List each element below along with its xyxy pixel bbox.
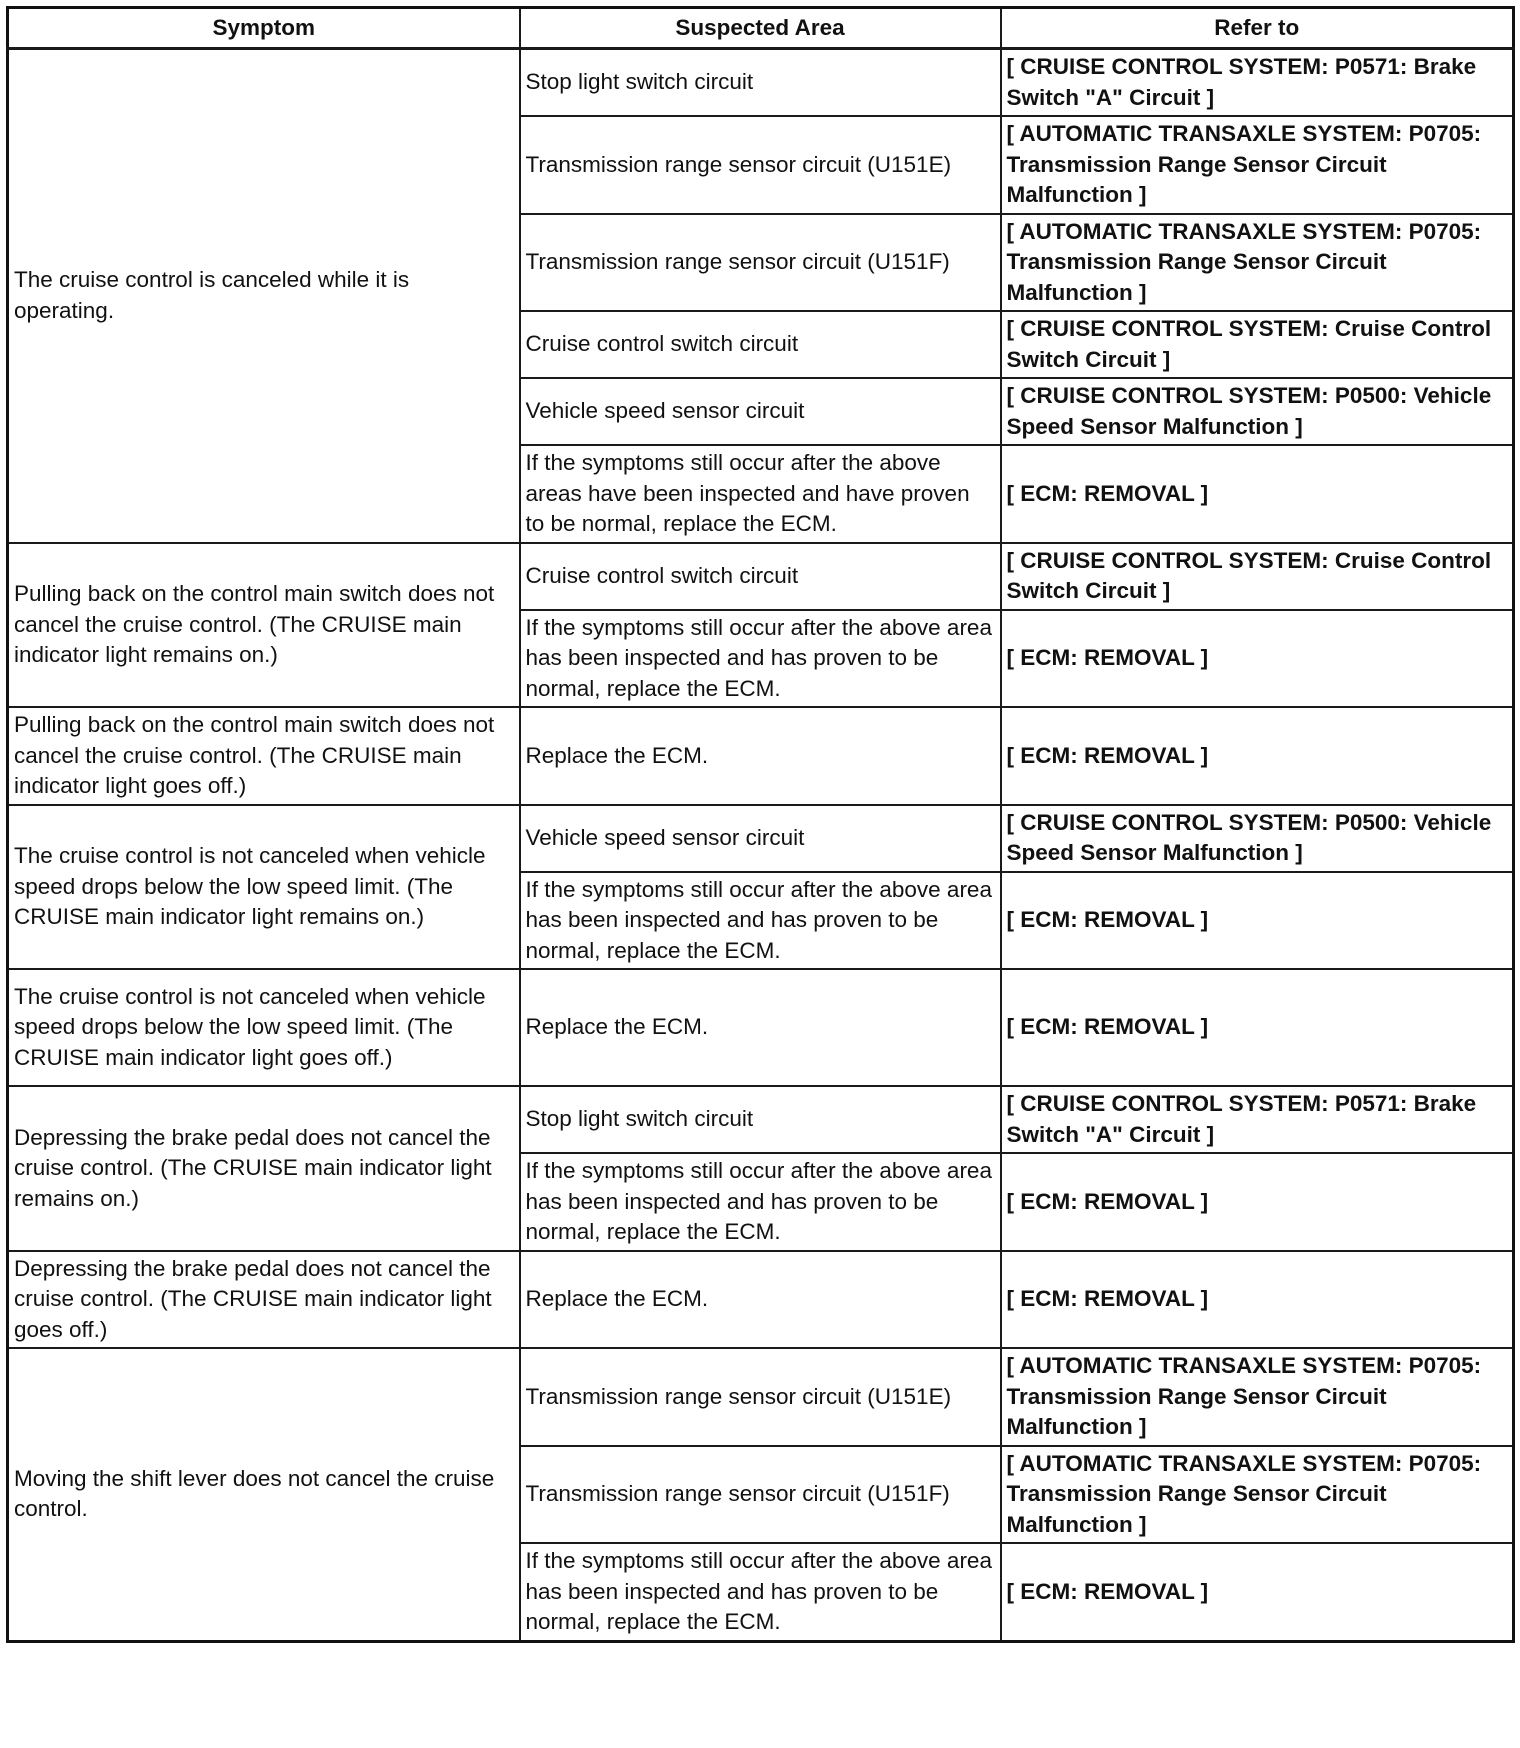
suspected-area-cell: Transmission range sensor circuit (U151F)	[520, 1446, 1001, 1544]
table-row	[8, 707, 1514, 805]
suspected-area-cell: Vehicle speed sensor circuit	[520, 378, 1001, 445]
symptom-cell: Depressing the brake pedal does not cancel the cruise control. (The CRUISE main indicator light goes off.)	[8, 1251, 520, 1349]
table-body	[8, 49, 1514, 1642]
symptom-cell: Moving the shift lever does not cancel the cruise control.	[8, 1348, 520, 1641]
suspected-area-cell: Transmission range sensor circuit (U151E)	[520, 1348, 1001, 1446]
header-suspected-area: Suspected Area	[520, 8, 1001, 49]
refer-to-cell: [ AUTOMATIC TRANSAXLE SYSTEM: P0705: Transmission Range Sensor Circuit Malfunction ]	[1001, 1446, 1514, 1544]
refer-to-cell: [ ECM: REMOVAL ]	[1001, 707, 1514, 805]
refer-to-cell: [ ECM: REMOVAL ]	[1001, 610, 1514, 708]
header-symptom: Symptom	[8, 8, 520, 49]
refer-to-cell: [ CRUISE CONTROL SYSTEM: Cruise Control Switch Circuit ]	[1001, 543, 1514, 610]
suspected-area-cell: Transmission range sensor circuit (U151E)	[520, 116, 1001, 214]
symptom-cell: The cruise control is not canceled when vehicle speed drops below the low speed limit. (The CRUISE main indicator light goes off.)	[8, 969, 520, 1086]
refer-to-cell: [ CRUISE CONTROL SYSTEM: Cruise Control Switch Circuit ]	[1001, 311, 1514, 378]
suspected-area-cell: If the symptoms still occur after the above areas have been inspected and have proven to be normal, replace the ECM.	[520, 445, 1001, 543]
symptom-cell: Pulling back on the control main switch does not cancel the cruise control. (The CRUISE main indicator light remains on.)	[8, 543, 520, 708]
suspected-area-cell: Transmission range sensor circuit (U151F)	[520, 214, 1001, 312]
refer-to-cell: [ ECM: REMOVAL ]	[1001, 445, 1514, 543]
symptom-cell: The cruise control is canceled while it is operating.	[8, 49, 520, 543]
table-row	[8, 49, 1514, 117]
suspected-area-cell: If the symptoms still occur after the above area has been inspected and has proven to be normal, replace the ECM.	[520, 1543, 1001, 1641]
refer-to-cell: [ AUTOMATIC TRANSAXLE SYSTEM: P0705: Transmission Range Sensor Circuit Malfunction ]	[1001, 1348, 1514, 1446]
suspected-area-cell: Replace the ECM.	[520, 1251, 1001, 1349]
refer-to-cell: [ ECM: REMOVAL ]	[1001, 872, 1514, 970]
refer-to-cell: [ ECM: REMOVAL ]	[1001, 1251, 1514, 1349]
suspected-area-cell: Stop light switch circuit	[520, 1086, 1001, 1153]
table-row	[8, 969, 1514, 1086]
suspected-area-cell: Cruise control switch circuit	[520, 311, 1001, 378]
symptom-cell: Depressing the brake pedal does not cancel the cruise control. (The CRUISE main indicator light remains on.)	[8, 1086, 520, 1251]
refer-to-cell: [ CRUISE CONTROL SYSTEM: P0500: Vehicle Speed Sensor Malfunction ]	[1001, 805, 1514, 872]
table-row	[8, 805, 1514, 872]
table-row	[8, 1348, 1514, 1446]
troubleshooting-table-container	[6, 6, 1512, 1643]
refer-to-cell: [ CRUISE CONTROL SYSTEM: P0500: Vehicle Speed Sensor Malfunction ]	[1001, 378, 1514, 445]
suspected-area-cell: If the symptoms still occur after the above area has been inspected and has proven to be normal, replace the ECM.	[520, 1153, 1001, 1251]
table-header-row	[8, 8, 1514, 49]
suspected-area-cell: Vehicle speed sensor circuit	[520, 805, 1001, 872]
symptom-cell: Pulling back on the control main switch does not cancel the cruise control. (The CRUISE main indicator light goes off.)	[8, 707, 520, 805]
table-row	[8, 1086, 1514, 1153]
refer-to-cell: [ ECM: REMOVAL ]	[1001, 969, 1514, 1086]
suspected-area-cell: Cruise control switch circuit	[520, 543, 1001, 610]
table-row	[8, 1251, 1514, 1349]
refer-to-cell: [ CRUISE CONTROL SYSTEM: P0571: Brake Switch "A" Circuit ]	[1001, 49, 1514, 117]
suspected-area-cell: Replace the ECM.	[520, 707, 1001, 805]
refer-to-cell: [ CRUISE CONTROL SYSTEM: P0571: Brake Switch "A" Circuit ]	[1001, 1086, 1514, 1153]
header-refer-to: Refer to	[1001, 8, 1514, 49]
suspected-area-cell: Stop light switch circuit	[520, 49, 1001, 117]
suspected-area-cell: If the symptoms still occur after the above area has been inspected and has proven to be normal, replace the ECM.	[520, 610, 1001, 708]
table-row	[8, 543, 1514, 610]
troubleshooting-table	[6, 6, 1515, 1643]
refer-to-cell: [ AUTOMATIC TRANSAXLE SYSTEM: P0705: Transmission Range Sensor Circuit Malfunction ]	[1001, 116, 1514, 214]
refer-to-cell: [ ECM: REMOVAL ]	[1001, 1153, 1514, 1251]
refer-to-cell: [ ECM: REMOVAL ]	[1001, 1543, 1514, 1641]
suspected-area-cell: Replace the ECM.	[520, 969, 1001, 1086]
suspected-area-cell: If the symptoms still occur after the above area has been inspected and has proven to be normal, replace the ECM.	[520, 872, 1001, 970]
refer-to-cell: [ AUTOMATIC TRANSAXLE SYSTEM: P0705: Transmission Range Sensor Circuit Malfunction ]	[1001, 214, 1514, 312]
symptom-cell: The cruise control is not canceled when vehicle speed drops below the low speed limit. (The CRUISE main indicator light remains on.)	[8, 805, 520, 970]
